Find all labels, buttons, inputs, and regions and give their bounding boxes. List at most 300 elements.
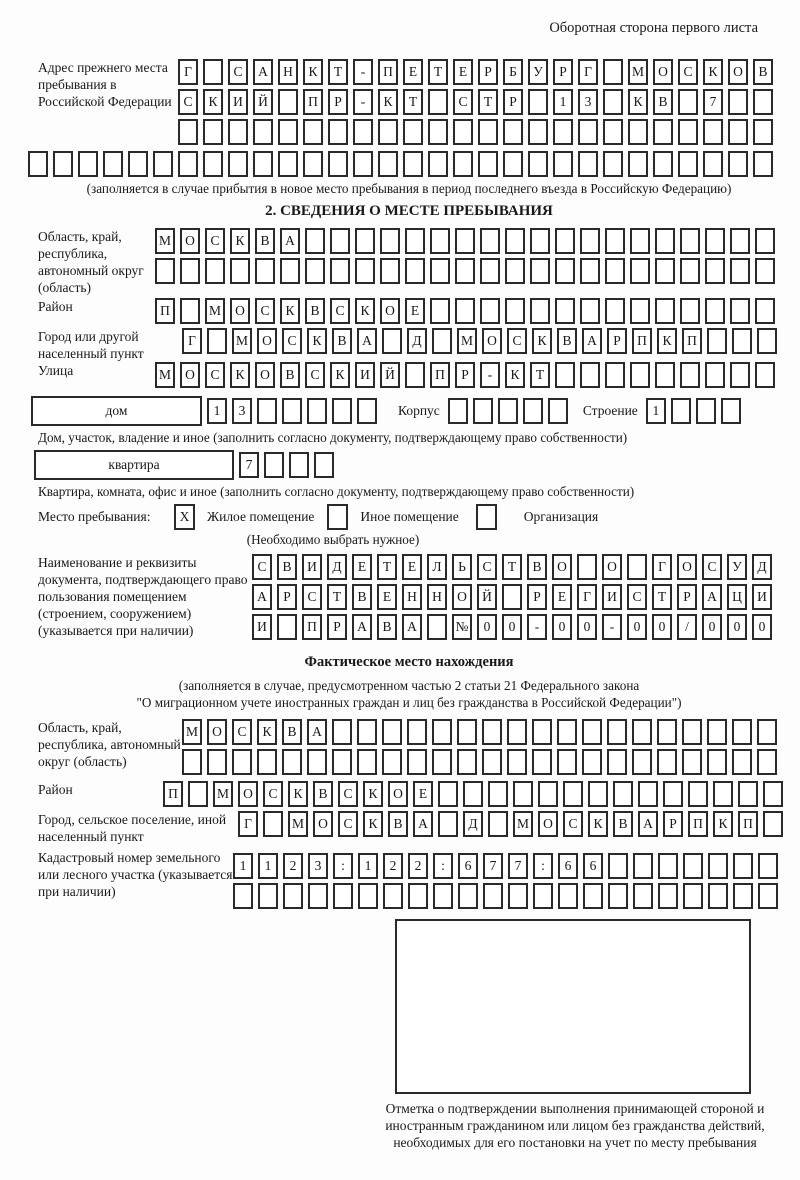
actual-location-note-line1: (заполняется в случае, предусмотренном частью 2 статьи 21 Федерального закона <box>178 678 640 693</box>
char-box <box>721 398 741 424</box>
char-box <box>333 883 353 909</box>
char-box: Р <box>607 328 627 354</box>
char-box: Т <box>530 362 550 388</box>
char-box <box>307 398 327 424</box>
char-box: 0 <box>502 614 522 640</box>
char-box: Л <box>427 554 447 580</box>
char-box <box>332 398 352 424</box>
char-box <box>633 853 653 879</box>
char-box <box>427 614 447 640</box>
char-box: 0 <box>752 614 772 640</box>
char-box <box>630 228 650 254</box>
char-box <box>608 883 628 909</box>
char-box: Д <box>463 811 483 837</box>
char-box <box>332 749 352 775</box>
char-box <box>314 452 334 478</box>
char-box: Р <box>478 59 498 85</box>
char-box <box>358 883 378 909</box>
char-box <box>730 362 750 388</box>
char-box <box>289 452 309 478</box>
char-box: В <box>557 328 577 354</box>
char-box <box>630 362 650 388</box>
char-box: О <box>482 328 502 354</box>
char-box: А <box>413 811 433 837</box>
prev-address-row-1 <box>178 59 778 85</box>
stay-type-label: Место пребывания: <box>38 509 151 524</box>
char-box <box>128 151 148 177</box>
char-box <box>353 119 373 145</box>
char-box: Р <box>327 614 347 640</box>
char-box <box>582 749 602 775</box>
char-box <box>557 719 577 745</box>
char-box <box>653 151 673 177</box>
char-box <box>280 258 300 284</box>
char-box: 3 <box>308 853 328 879</box>
stamp-box <box>395 919 751 1094</box>
region-row-1 <box>155 228 780 254</box>
char-box: К <box>355 298 375 324</box>
region-label: Область, край, республика, автономный округ (область) <box>38 229 144 295</box>
char-box: П <box>378 59 398 85</box>
char-box: В <box>313 781 333 807</box>
char-box <box>728 151 748 177</box>
char-box: 7 <box>239 452 259 478</box>
char-box: : <box>533 853 553 879</box>
char-box <box>438 781 458 807</box>
char-box <box>555 298 575 324</box>
street-block <box>28 362 790 392</box>
char-box: Г <box>652 554 672 580</box>
char-box: К <box>303 59 323 85</box>
char-box <box>305 258 325 284</box>
char-box <box>483 883 503 909</box>
char-box <box>580 362 600 388</box>
char-box <box>457 719 477 745</box>
char-box: Т <box>652 584 672 610</box>
char-box <box>383 883 403 909</box>
char-box <box>555 258 575 284</box>
document-row-2 <box>252 584 777 610</box>
char-box <box>353 151 373 177</box>
char-box <box>257 749 277 775</box>
char-box <box>630 258 650 284</box>
korpus-cells <box>448 398 573 424</box>
char-box: 7 <box>703 89 723 115</box>
char-box: О <box>388 781 408 807</box>
char-box: Р <box>328 89 348 115</box>
char-box: 0 <box>702 614 722 640</box>
char-box <box>380 228 400 254</box>
char-box <box>432 749 452 775</box>
char-box: О <box>255 362 275 388</box>
char-box <box>528 151 548 177</box>
cadastral-rows <box>233 853 783 913</box>
char-box <box>582 719 602 745</box>
char-box <box>577 554 597 580</box>
char-box <box>330 228 350 254</box>
char-box <box>696 398 716 424</box>
char-box <box>407 719 427 745</box>
char-box: - <box>353 89 373 115</box>
char-box: А <box>352 614 372 640</box>
char-box: : <box>333 853 353 879</box>
char-box: - <box>353 59 373 85</box>
char-box: С <box>330 298 350 324</box>
char-box <box>758 853 778 879</box>
char-box <box>178 151 198 177</box>
stay-type-option-residential: Жилое помещение <box>207 509 315 524</box>
char-box: В <box>332 328 352 354</box>
char-box <box>548 398 568 424</box>
char-box: К <box>257 719 277 745</box>
char-box <box>405 228 425 254</box>
char-box <box>753 119 773 145</box>
actual-location-title: Фактическое место нахождения <box>304 654 514 670</box>
char-box <box>528 89 548 115</box>
char-box <box>473 398 493 424</box>
char-box <box>478 119 498 145</box>
district-block <box>28 298 790 328</box>
char-box <box>628 151 648 177</box>
char-box <box>203 59 223 85</box>
char-box: Р <box>663 811 683 837</box>
char-box <box>488 811 508 837</box>
char-box: К <box>230 228 250 254</box>
char-box <box>228 151 248 177</box>
char-box <box>557 749 577 775</box>
char-box: Р <box>455 362 475 388</box>
char-box: В <box>352 584 372 610</box>
char-box: О <box>728 59 748 85</box>
char-box: Е <box>453 59 473 85</box>
char-box <box>278 89 298 115</box>
char-box: Т <box>327 584 347 610</box>
char-box <box>708 883 728 909</box>
char-box <box>530 228 550 254</box>
char-box <box>658 853 678 879</box>
char-box: С <box>178 89 198 115</box>
char-box: К <box>363 811 383 837</box>
char-box <box>753 151 773 177</box>
char-box: Т <box>428 59 448 85</box>
char-box <box>738 781 758 807</box>
char-box: 6 <box>583 853 603 879</box>
page-side-note: Оборотная сторона первого листа <box>549 20 758 36</box>
char-box <box>655 258 675 284</box>
char-box: 0 <box>552 614 572 640</box>
char-box: 1 <box>646 398 666 424</box>
prev-address-row-3 <box>178 119 778 145</box>
char-box: О <box>313 811 333 837</box>
char-box <box>732 719 752 745</box>
char-box <box>188 781 208 807</box>
char-box <box>507 749 527 775</box>
char-box: Р <box>503 89 523 115</box>
char-box <box>432 719 452 745</box>
char-box: В <box>280 362 300 388</box>
char-box: С <box>678 59 698 85</box>
char-box: Т <box>502 554 522 580</box>
char-box <box>480 298 500 324</box>
prev-address-note: (заполняется в случае прибытия в новое место пребывания в период последнего въезда в Российскую Федерацию) <box>86 181 732 196</box>
char-box: Е <box>352 554 372 580</box>
char-box: В <box>527 554 547 580</box>
char-box <box>53 151 73 177</box>
char-box: Р <box>527 584 547 610</box>
char-box <box>282 398 302 424</box>
char-box <box>538 781 558 807</box>
char-box: И <box>602 584 622 610</box>
actual-location-note-line2: "О миграционном учете иностранных граждан и лиц без гражданства в Российской Федерации") <box>136 695 682 710</box>
char-box <box>703 151 723 177</box>
char-box: У <box>727 554 747 580</box>
char-box: О <box>552 554 572 580</box>
char-box <box>732 749 752 775</box>
char-box: В <box>305 298 325 324</box>
char-box <box>678 119 698 145</box>
char-box <box>307 749 327 775</box>
char-box: Т <box>377 554 397 580</box>
char-box <box>328 119 348 145</box>
char-box <box>655 228 675 254</box>
char-box: И <box>752 584 772 610</box>
char-box: С <box>453 89 473 115</box>
char-box: 3 <box>232 398 252 424</box>
char-box <box>488 781 508 807</box>
char-box: Й <box>477 584 497 610</box>
region-block <box>28 228 790 296</box>
char-box <box>258 883 278 909</box>
char-box <box>253 151 273 177</box>
char-box: 0 <box>477 614 497 640</box>
char-box <box>355 258 375 284</box>
char-box: К <box>505 362 525 388</box>
char-box <box>403 151 423 177</box>
char-box: С <box>338 781 358 807</box>
char-box <box>438 811 458 837</box>
section2-title: 2. СВЕДЕНИЯ О МЕСТЕ ПРЕБЫВАНИЯ <box>265 203 553 219</box>
actual-region-row-2 <box>182 749 782 775</box>
prev-address-rows <box>178 59 778 149</box>
char-box <box>755 228 775 254</box>
char-box: К <box>363 781 383 807</box>
char-box: Ц <box>727 584 747 610</box>
char-box <box>553 119 573 145</box>
char-box: В <box>255 228 275 254</box>
char-box <box>555 228 575 254</box>
char-box: Н <box>427 584 447 610</box>
char-box: А <box>402 614 422 640</box>
char-box <box>430 298 450 324</box>
char-box <box>558 883 578 909</box>
actual-city-row <box>238 811 788 837</box>
char-box <box>632 749 652 775</box>
char-box <box>428 89 448 115</box>
char-box: О <box>230 298 250 324</box>
house-number-cells <box>207 398 382 424</box>
apartment-note: Квартира, комната, офис и иное (заполнить согласно документу, подтверждающему право собственности) <box>38 484 635 499</box>
char-box: К <box>230 362 250 388</box>
char-box <box>705 362 725 388</box>
char-box <box>608 853 628 879</box>
street-row <box>155 362 780 388</box>
char-box: О <box>180 228 200 254</box>
city-block <box>28 328 790 362</box>
char-box: К <box>532 328 552 354</box>
char-box: К <box>628 89 648 115</box>
char-box <box>330 258 350 284</box>
stay-type-option-organization: Организация <box>523 509 599 524</box>
char-box: 0 <box>627 614 647 640</box>
char-box <box>382 719 402 745</box>
char-box <box>205 258 225 284</box>
char-box <box>207 749 227 775</box>
char-box <box>407 749 427 775</box>
char-box <box>207 328 227 354</box>
char-box <box>153 151 173 177</box>
char-box <box>753 89 773 115</box>
char-box: И <box>252 614 272 640</box>
char-box: О <box>380 298 400 324</box>
char-box: М <box>205 298 225 324</box>
char-box <box>178 119 198 145</box>
char-box <box>578 151 598 177</box>
char-box <box>408 883 428 909</box>
char-box <box>482 719 502 745</box>
char-box <box>403 119 423 145</box>
char-box: Г <box>578 59 598 85</box>
char-box: В <box>277 554 297 580</box>
char-box <box>453 151 473 177</box>
char-box <box>607 719 627 745</box>
char-box <box>482 749 502 775</box>
char-box <box>507 719 527 745</box>
char-box <box>755 258 775 284</box>
char-box: 7 <box>483 853 503 879</box>
char-box: Т <box>328 59 348 85</box>
prev-address-row-2 <box>178 89 778 115</box>
cadastral-block <box>28 849 790 913</box>
char-box <box>705 228 725 254</box>
char-box <box>303 119 323 145</box>
char-box <box>505 228 525 254</box>
char-box <box>430 258 450 284</box>
city-row <box>182 328 782 354</box>
char-box: П <box>738 811 758 837</box>
char-box <box>707 719 727 745</box>
char-box <box>502 584 522 610</box>
char-box <box>682 719 702 745</box>
char-box: М <box>182 719 202 745</box>
char-box <box>453 119 473 145</box>
char-box <box>255 258 275 284</box>
char-box <box>733 853 753 879</box>
char-box: 6 <box>558 853 578 879</box>
char-box: Б <box>503 59 523 85</box>
char-box <box>480 228 500 254</box>
apartment-box-label: квартира <box>34 450 234 480</box>
char-box <box>257 398 277 424</box>
char-box: С <box>507 328 527 354</box>
char-box: Н <box>278 59 298 85</box>
char-box <box>705 258 725 284</box>
char-box <box>730 298 750 324</box>
char-box <box>603 151 623 177</box>
char-box <box>580 258 600 284</box>
char-box <box>555 362 575 388</box>
char-box <box>283 883 303 909</box>
char-box: Ь <box>452 554 472 580</box>
char-box: П <box>303 89 323 115</box>
char-box <box>578 119 598 145</box>
char-box: К <box>713 811 733 837</box>
char-box <box>405 362 425 388</box>
char-box: К <box>280 298 300 324</box>
cadastral-row-2 <box>233 883 783 909</box>
char-box <box>653 119 673 145</box>
char-box <box>357 398 377 424</box>
char-box <box>563 781 583 807</box>
char-box <box>505 298 525 324</box>
char-box: 1 <box>207 398 227 424</box>
char-box: В <box>377 614 397 640</box>
char-box: 0 <box>577 614 597 640</box>
cadastral-label: Кадастровый номер земельного или лесного участка (указывается при наличии) <box>38 850 233 899</box>
char-box <box>755 362 775 388</box>
char-box <box>532 749 552 775</box>
char-box <box>682 749 702 775</box>
char-box <box>230 258 250 284</box>
char-box <box>503 151 523 177</box>
char-box <box>432 328 452 354</box>
char-box: Т <box>403 89 423 115</box>
char-box <box>263 811 283 837</box>
char-box <box>478 151 498 177</box>
char-box <box>755 298 775 324</box>
actual-region-block <box>28 719 790 779</box>
house-note: Дом, участок, владение и иное (заполнить согласно документу, подтверждающему право собственности) <box>38 430 628 445</box>
char-box: С <box>702 554 722 580</box>
char-box <box>203 151 223 177</box>
char-box: О <box>257 328 277 354</box>
actual-region-label: Область, край, республика, автономный округ (область) <box>38 720 181 769</box>
char-box <box>523 398 543 424</box>
char-box <box>305 228 325 254</box>
char-box: А <box>357 328 377 354</box>
char-box: М <box>213 781 233 807</box>
char-box <box>428 119 448 145</box>
char-box: П <box>302 614 322 640</box>
char-box: 2 <box>408 853 428 879</box>
char-box: 2 <box>283 853 303 879</box>
char-box: М <box>155 362 175 388</box>
char-box <box>730 258 750 284</box>
korpus-label: Корпус <box>398 403 440 418</box>
char-box <box>757 328 777 354</box>
char-box: Р <box>277 584 297 610</box>
char-box: - <box>527 614 547 640</box>
char-box <box>580 228 600 254</box>
char-box <box>707 749 727 775</box>
char-box <box>627 554 647 580</box>
stay-type-checkbox-other <box>327 504 348 530</box>
char-box <box>382 749 402 775</box>
char-box: С <box>338 811 358 837</box>
char-box <box>655 362 675 388</box>
char-box: С <box>255 298 275 324</box>
char-box: О <box>452 584 472 610</box>
region-row-2 <box>155 258 780 284</box>
